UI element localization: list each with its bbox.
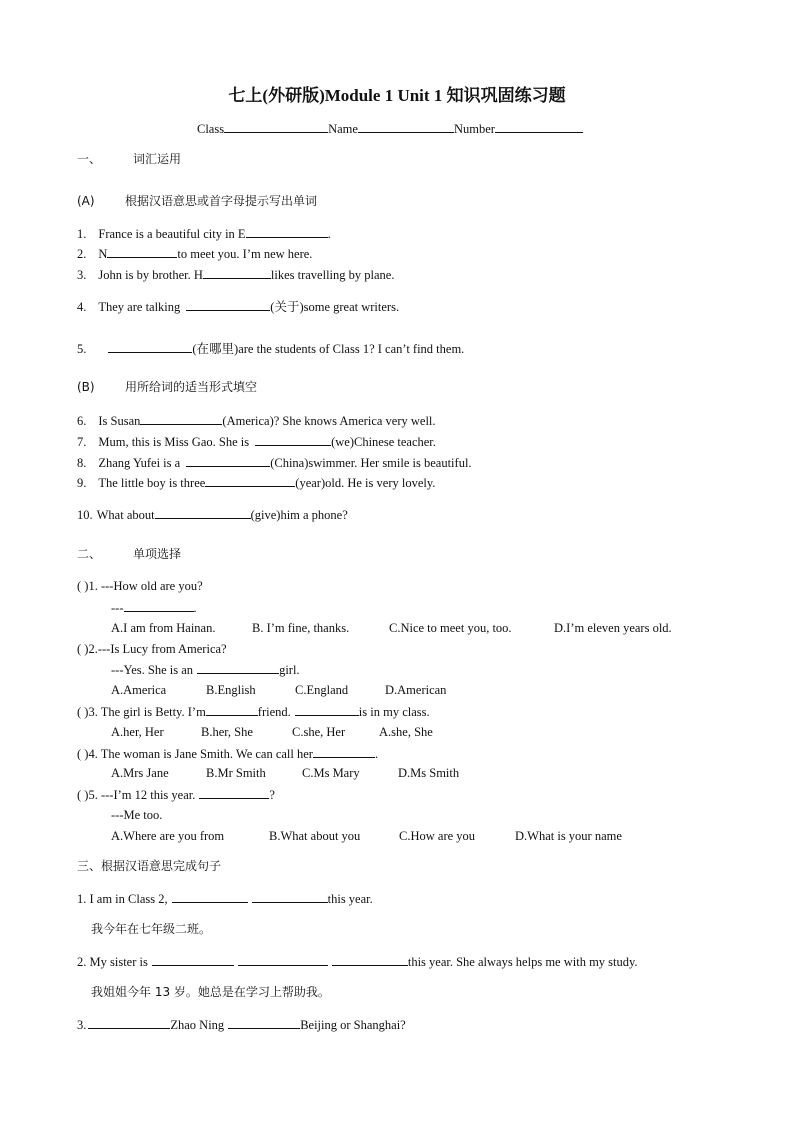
class-blank[interactable] xyxy=(224,120,328,133)
option-b[interactable]: B.her, She xyxy=(201,725,253,739)
option-c[interactable]: C.she, Her xyxy=(292,725,346,739)
item-text: John is by brother. H xyxy=(98,268,203,282)
mc-response-2 xyxy=(111,661,300,678)
option-b[interactable]: B.Mr Smith xyxy=(206,766,266,780)
mc-response-1: --- . xyxy=(111,601,197,615)
item-8 xyxy=(77,454,472,471)
option-d[interactable]: D.American xyxy=(385,683,447,697)
item-number: 10. xyxy=(77,508,93,522)
answer-blank[interactable] xyxy=(88,1016,170,1029)
sentence-text: 1. I am in Class 2, xyxy=(77,892,168,906)
option-c[interactable]: C.How are you xyxy=(399,829,476,843)
item-text: Zhang Yufei is a xyxy=(98,456,181,470)
item-9 xyxy=(77,474,435,491)
response-text: ---Yes. She is an xyxy=(111,663,194,677)
mc-question-4 xyxy=(77,745,378,762)
option-a[interactable]: A.her, Her xyxy=(111,725,164,739)
answer-blank[interactable] xyxy=(203,266,271,279)
answer-blank[interactable] xyxy=(206,703,258,716)
item-number: 1. xyxy=(77,227,87,241)
mc-question-2: ( )2.---Is Lucy from America? xyxy=(77,642,227,656)
item-text: What about xyxy=(96,508,155,522)
option-b[interactable]: B. I’m fine, thanks. xyxy=(252,621,350,635)
item-4 xyxy=(77,298,399,315)
item-text: . xyxy=(327,227,331,241)
answer-blank[interactable] xyxy=(107,245,177,258)
item-number: 4. xyxy=(77,300,87,314)
answer-blank[interactable] xyxy=(238,953,328,966)
item-text: France is a beautiful city in E xyxy=(98,227,246,241)
item-text: Mum, this is Miss Gao. She is xyxy=(98,435,250,449)
item-7 xyxy=(77,433,436,450)
name-label: Name xyxy=(328,122,358,136)
option-b[interactable]: B.English xyxy=(206,683,256,697)
option-d[interactable]: D.I’m eleven years old. xyxy=(554,621,672,635)
question-text: ? xyxy=(269,788,275,802)
dash-text: --- xyxy=(111,601,124,615)
answer-blank[interactable] xyxy=(140,412,222,425)
section-3-title: 三、根据汉语意思完成句子 xyxy=(77,859,222,873)
answer-blank[interactable] xyxy=(255,433,331,446)
mc-options-2 xyxy=(0,682,794,698)
sentence-2 xyxy=(77,953,638,970)
option-a[interactable]: A.America xyxy=(111,683,167,697)
answer-blank[interactable] xyxy=(332,953,408,966)
answer-blank[interactable] xyxy=(228,1016,300,1029)
mc-question-1: ( )1. ---How old are you? xyxy=(77,579,203,593)
sentence-1-chinese: 我今年在七年级二班。 xyxy=(91,922,212,936)
item-text: (在哪里)are the students of Class 1? I can’t find them. xyxy=(192,342,465,356)
section-2-title: 单项选择 xyxy=(133,547,182,561)
page-title: 七上(外研版)Module 1 Unit 1 知识巩固练习题 xyxy=(228,86,566,105)
item-number: 3. xyxy=(77,268,87,282)
option-a[interactable]: A.Mrs Jane xyxy=(111,766,169,780)
item-10 xyxy=(77,506,348,523)
item-number: 5. xyxy=(77,342,87,356)
answer-blank[interactable] xyxy=(252,890,328,903)
option-d[interactable]: D.Ms Smith xyxy=(398,766,460,780)
item-text: likes travelling by plane. xyxy=(270,268,395,282)
mc-options-4 xyxy=(0,765,794,781)
part-b-label: (B) xyxy=(77,380,95,394)
student-info-line xyxy=(197,120,583,137)
item-text: (give)him a phone? xyxy=(250,508,348,522)
item-3 xyxy=(77,266,394,283)
item-text: (关于)some great writers. xyxy=(270,300,400,314)
item-text: (America)? She knows America very well. xyxy=(222,414,436,428)
sentence-text: Beijing or Shanghai? xyxy=(300,1018,406,1032)
mc-question-5 xyxy=(77,786,275,803)
option-a[interactable]: A.I am from Hainan. xyxy=(111,621,216,635)
option-c[interactable]: C.Ms Mary xyxy=(302,766,360,780)
item-text: to meet you. I’m new here. xyxy=(177,247,313,261)
mc-options-1 xyxy=(0,620,794,636)
answer-blank[interactable] xyxy=(152,953,234,966)
item-number: 2. xyxy=(77,247,87,261)
class-label: Class xyxy=(197,122,225,136)
section-1-number: 一、 xyxy=(77,152,102,166)
option-c[interactable]: C.England xyxy=(295,683,349,697)
section-2-number: 二、 xyxy=(77,547,102,561)
name-blank[interactable] xyxy=(358,120,454,133)
item-number: 8. xyxy=(77,456,87,470)
option-d[interactable]: A.she, She xyxy=(379,725,433,739)
answer-blank[interactable] xyxy=(197,661,279,674)
sentence-3 xyxy=(77,1016,406,1033)
mc-question-3 xyxy=(77,703,430,720)
item-text: Is Susan xyxy=(98,414,141,428)
sentence-text: 3. xyxy=(77,1018,87,1032)
part-a-title: 根据汉语意思或首字母提示写出单词 xyxy=(125,194,318,208)
answer-blank[interactable] xyxy=(295,703,359,716)
sentence-text: this year. xyxy=(327,892,373,906)
item-text: (we)Chinese teacher. xyxy=(331,435,436,449)
sentence-text: Zhao Ning xyxy=(170,1018,225,1032)
option-b[interactable]: B.What about you xyxy=(269,829,361,843)
sentence-1 xyxy=(77,890,373,907)
section-1-title: 词汇运用 xyxy=(133,152,182,166)
response-text: girl. xyxy=(279,663,300,677)
item-5 xyxy=(77,340,464,357)
answer-blank[interactable] xyxy=(313,745,375,758)
mc-response-5: ---Me too. xyxy=(111,808,163,822)
answer-blank[interactable] xyxy=(155,506,251,519)
answer-blank[interactable] xyxy=(205,474,295,487)
item-number: 9. xyxy=(77,476,87,490)
part-a-label: (A) xyxy=(77,194,95,208)
item-number: 7. xyxy=(77,435,87,449)
option-a[interactable]: A.Where are you from xyxy=(111,829,225,843)
item-text: They are talking xyxy=(98,300,181,314)
item-1 xyxy=(77,225,331,242)
mc-options-3 xyxy=(0,724,794,740)
answer-blank[interactable] xyxy=(124,599,194,612)
mc-options-5 xyxy=(0,828,794,844)
sentence-2-chinese: 我姐姐今年 13 岁。她总是在学习上帮助我。 xyxy=(91,985,330,999)
answer-blank[interactable] xyxy=(172,890,248,903)
answer-blank[interactable] xyxy=(246,225,328,238)
item-6 xyxy=(77,412,436,429)
option-c[interactable]: C.Nice to meet you, too. xyxy=(389,621,512,635)
answer-blank[interactable] xyxy=(186,454,270,467)
item-2 xyxy=(77,245,312,262)
item-number: 6. xyxy=(77,414,87,428)
item-text: N xyxy=(98,247,108,261)
sentence-text: this year. She always helps me with my study. xyxy=(407,955,638,969)
option-d[interactable]: D.What is your name xyxy=(515,829,622,843)
question-text: is in my class. xyxy=(358,705,430,719)
number-label: Number xyxy=(453,122,495,136)
item-text: (year)old. He is very lovely. xyxy=(295,476,436,490)
question-text: . xyxy=(374,747,379,761)
question-text: ( )4. The woman is Jane Smith. We can call her xyxy=(77,747,313,761)
answer-blank[interactable] xyxy=(186,298,270,311)
item-text: The little boy is three xyxy=(98,476,206,490)
question-text: ( )5. ---I’m 12 this year. xyxy=(77,788,196,802)
answer-blank[interactable] xyxy=(199,786,269,799)
item-text: (China)swimmer. Her smile is beautiful. xyxy=(270,456,472,470)
part-b-title: 用所给词的适当形式填空 xyxy=(125,380,258,394)
number-blank[interactable] xyxy=(495,120,583,133)
question-text: friend. xyxy=(257,705,291,719)
answer-blank[interactable] xyxy=(108,340,192,353)
question-text: ( )3. The girl is Betty. I’m xyxy=(77,705,206,719)
sentence-text: 2. My sister is xyxy=(77,955,148,969)
